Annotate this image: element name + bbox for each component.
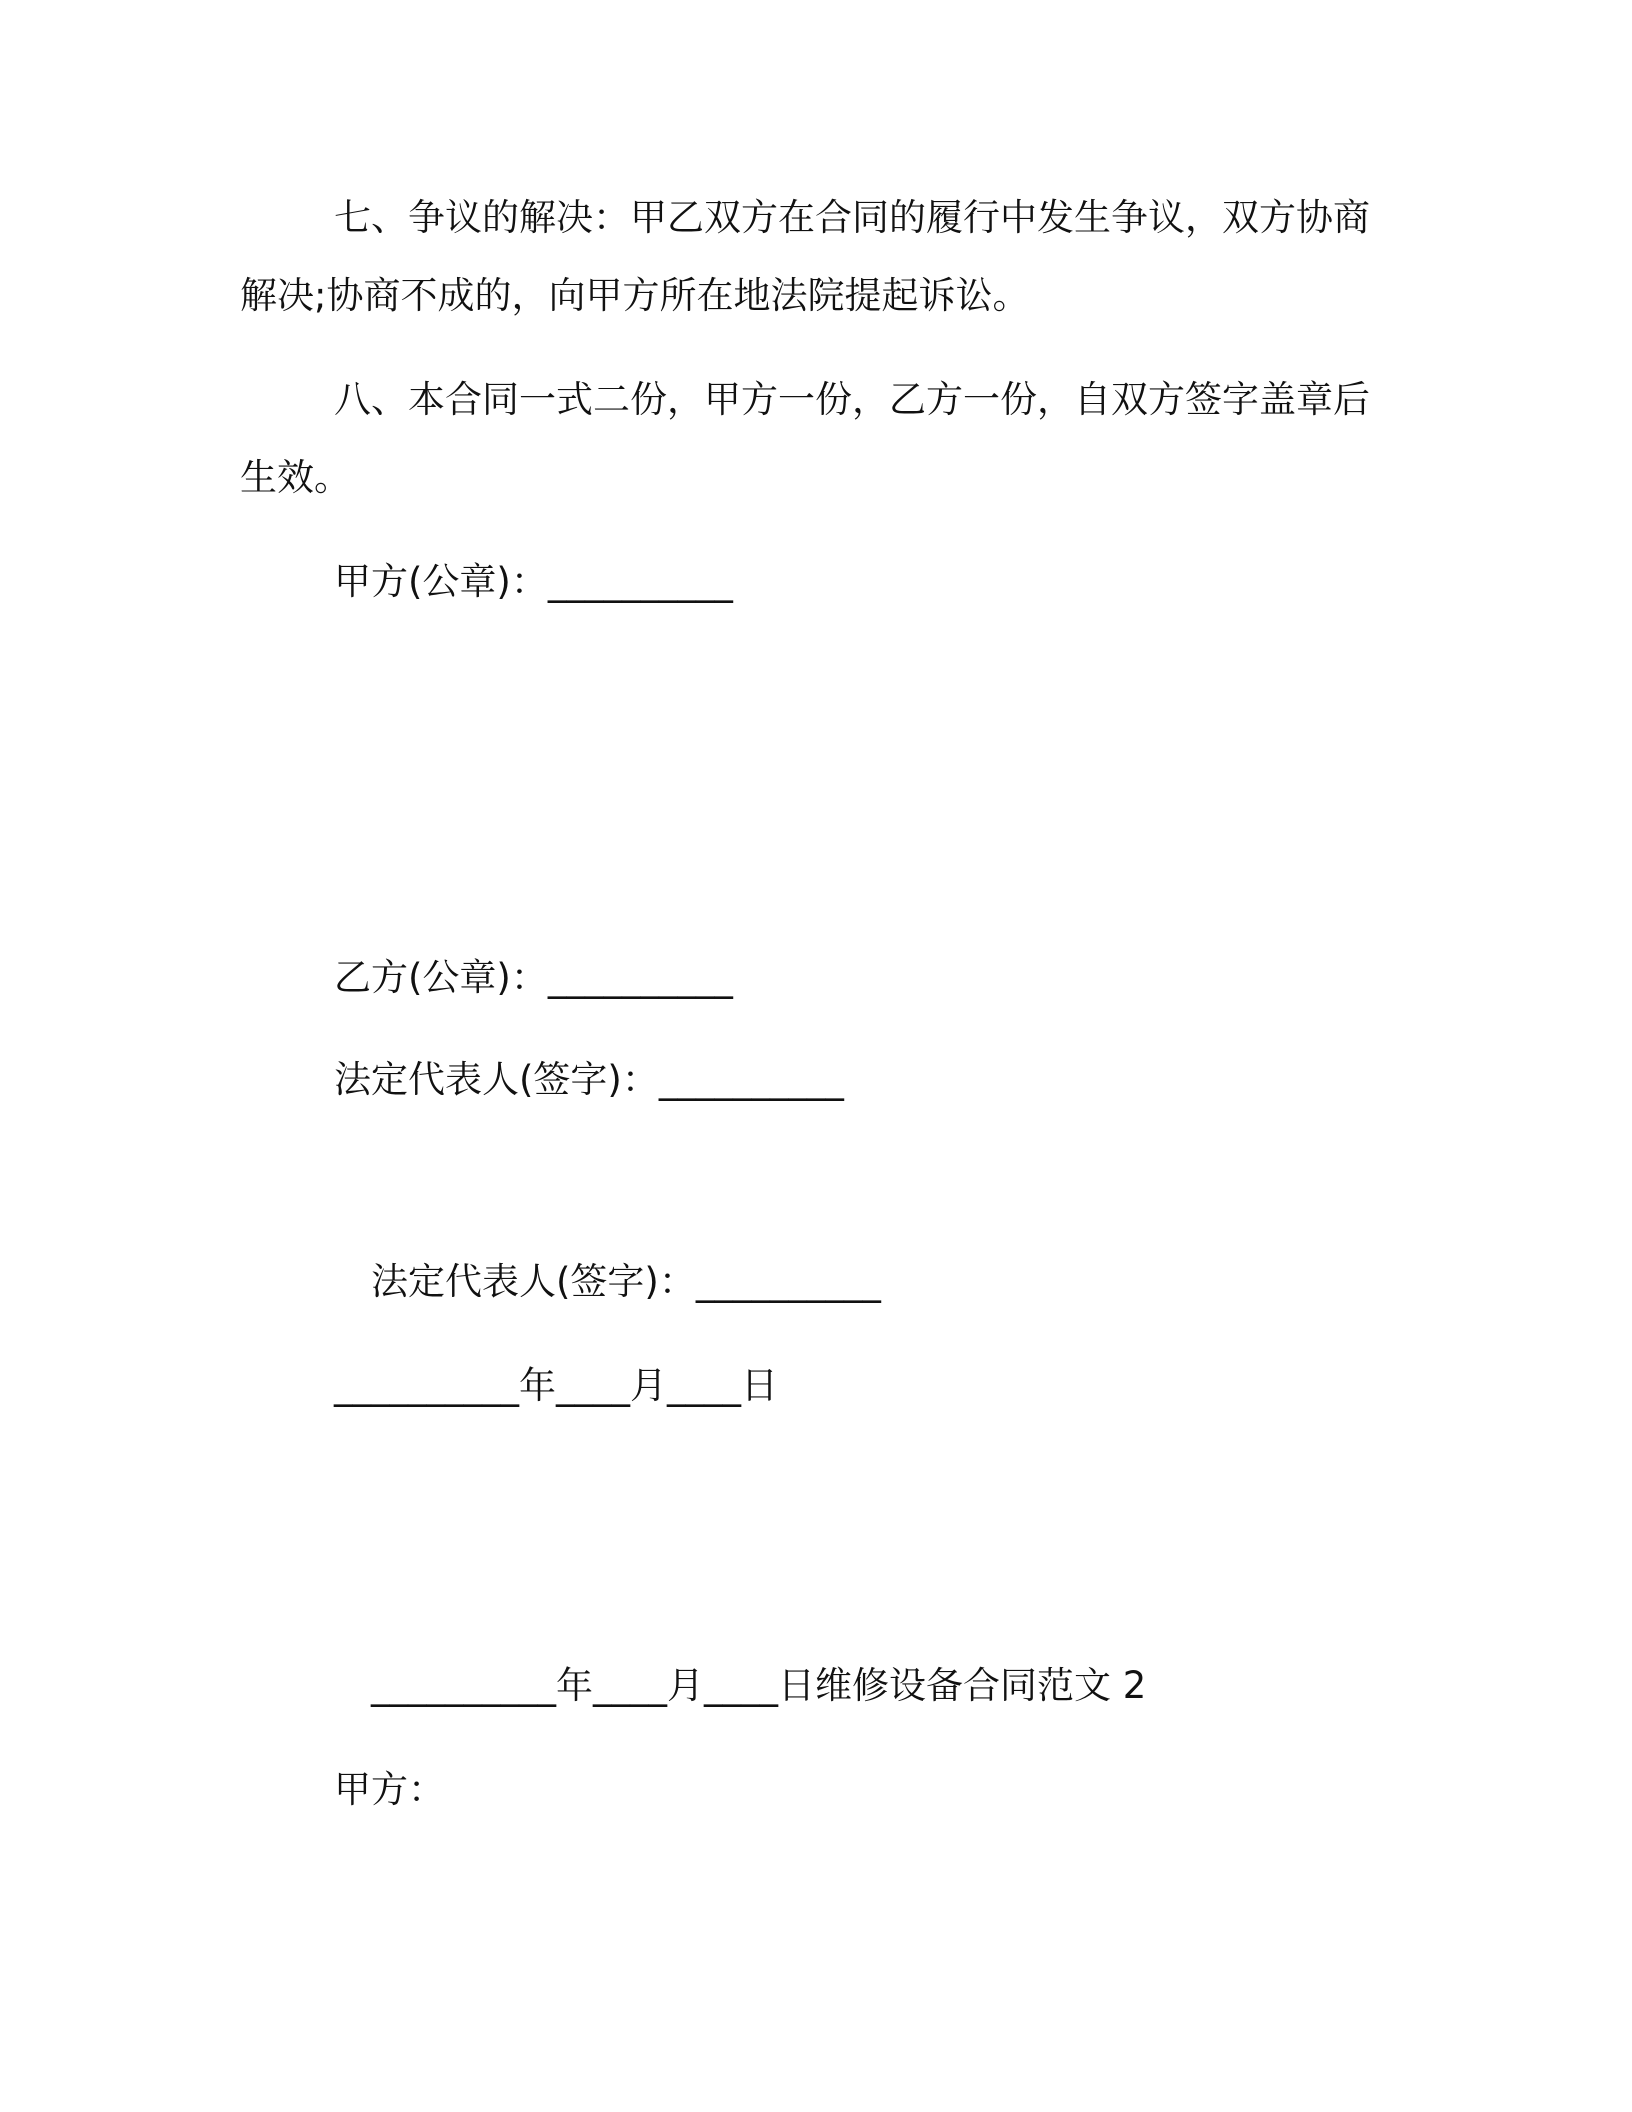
party-a-label: 甲方： [334,1768,445,1811]
clause-8-line-1: 八、本合同一式二份，甲方一份，乙方一份，自双方签字盖章后 [334,378,1370,421]
party-b-seal-line: 乙方(公章)：__________ [334,956,733,999]
clause-8-line-2: 生效。 [240,456,351,499]
legal-representative-line-2: 法定代表人(签字)：__________ [371,1260,881,1303]
date-line: __________年____月____日 [334,1364,778,1407]
clause-7-line-2: 解决;协商不成的，向甲方所在地法院提起诉讼。 [240,274,1030,317]
legal-representative-line-1: 法定代表人(签字)：__________ [334,1058,844,1101]
contract-heading-line: __________年____月____日维修设备合同范文 2 [371,1664,1147,1707]
party-a-seal-line: 甲方(公章)：__________ [334,560,733,603]
clause-7-line-1: 七、争议的解决：甲乙双方在合同的履行中发生争议，双方协商 [334,196,1370,239]
